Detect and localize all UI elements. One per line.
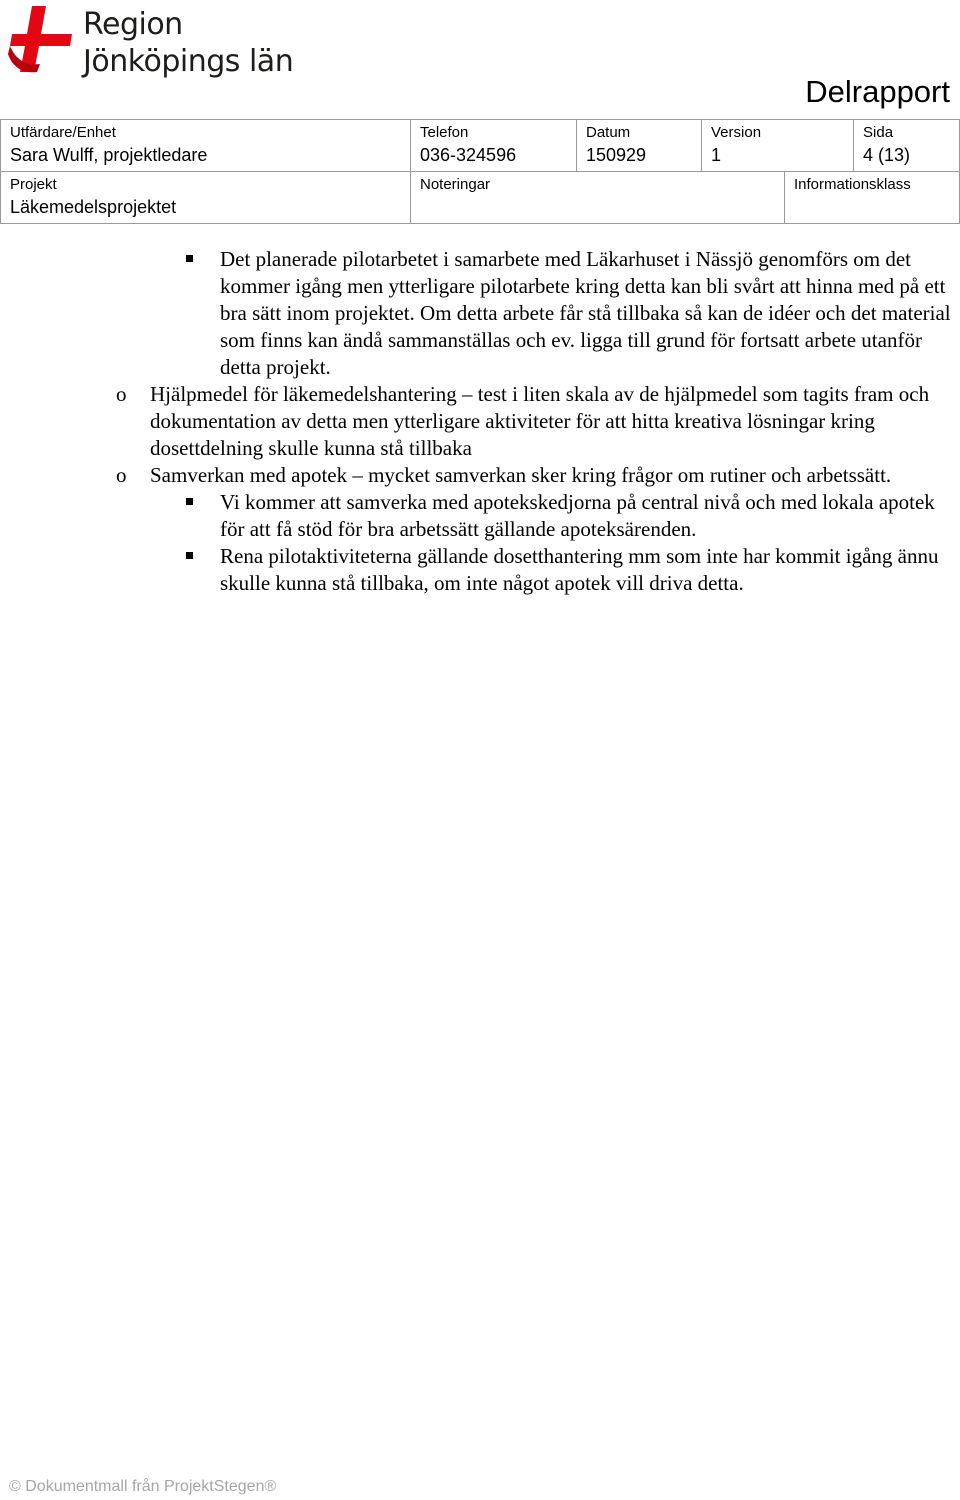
square-bullet-icon xyxy=(186,255,193,262)
list-item xyxy=(0,381,960,462)
list-item-text: Vi kommer att samverka med apotekskedjorna på central nivå och med lokala apotek för att få stöd för bra arbetssätt gällande apoteksärenden. xyxy=(220,490,935,541)
list-item xyxy=(0,246,960,381)
logo-line-2: Jönköpings län xyxy=(83,44,294,79)
list-item xyxy=(0,543,960,597)
document-type-title: Delrapport xyxy=(805,74,950,109)
list-item-text: Samverkan med apotek – mycket samverkan sker kring frågor om rutiner och arbetssätt. xyxy=(150,463,892,487)
document-body xyxy=(0,246,960,597)
version-cell xyxy=(702,120,854,172)
list-item xyxy=(0,489,960,543)
list-item-text: Rena pilotaktiviteterna gällande dosetthantering mm som inte har kommit igång ännu skulle kunna stå tillbaka, om inte något apotek vill driva detta. xyxy=(220,544,939,595)
list-item xyxy=(0,462,960,489)
version-value: 1 xyxy=(711,145,722,165)
logo-wordmark xyxy=(83,6,293,80)
phone-label: Telefon xyxy=(420,124,469,141)
logo-line-1: Region xyxy=(83,7,183,42)
circle-bullet-icon: o xyxy=(116,463,127,487)
date-label: Datum xyxy=(586,124,631,141)
footer-copyright: © Dokumentmall från ProjektStegen® xyxy=(9,1478,277,1495)
list-item-text: Det planerade pilotarbetet i samarbete med Läkarhuset i Nässjö genomförs om det kommer igång men ytterligare pilotarbete kring detta kan bli svårt att hinna med på ett bra sätt inom projektet. Om detta arbete får stå tillbaka så kan de idéer och det material som finns kan ändå sammanställas och ev. ligga till grund för fortsatt arbete utanför detta projekt. xyxy=(220,247,951,379)
project-label: Projekt xyxy=(10,176,57,193)
phone-cell xyxy=(411,120,577,172)
region-logo xyxy=(6,4,296,82)
phone-value: 036-324596 xyxy=(420,145,517,165)
project-cell xyxy=(1,172,411,224)
region-cross-icon xyxy=(6,4,78,74)
list-item-text: Hjälpmedel för läkemedelshantering – test i liten skala av de hjälpmedel som tagits fram och dokumentation av detta men ytterligare aktiviteter för att hitta kreativa lösningar kring dosettdelning skulle kunna stå tillbaka xyxy=(150,382,930,460)
project-value: Läkemedelsprojektet xyxy=(10,197,177,217)
document-header-table xyxy=(0,119,960,224)
author-value: Sara Wulff, projektledare xyxy=(10,145,208,165)
page-value: 4 (13) xyxy=(863,145,911,165)
class-cell xyxy=(785,172,960,224)
page-cell xyxy=(854,120,960,172)
header-row-2 xyxy=(1,172,960,224)
author-label: Utfärdare/Enhet xyxy=(10,124,116,141)
class-label: Informationsklass xyxy=(794,176,911,193)
circle-bullet-icon: o xyxy=(116,382,127,406)
version-label: Version xyxy=(711,124,762,141)
author-cell xyxy=(1,120,411,172)
square-bullet-icon xyxy=(186,498,193,505)
date-cell xyxy=(577,120,702,172)
date-value: 150929 xyxy=(586,145,647,165)
header-row-1 xyxy=(1,120,960,172)
page-label: Sida xyxy=(863,124,894,141)
notes-cell xyxy=(411,172,785,224)
square-bullet-icon xyxy=(186,552,193,559)
notes-label: Noteringar xyxy=(420,176,491,193)
